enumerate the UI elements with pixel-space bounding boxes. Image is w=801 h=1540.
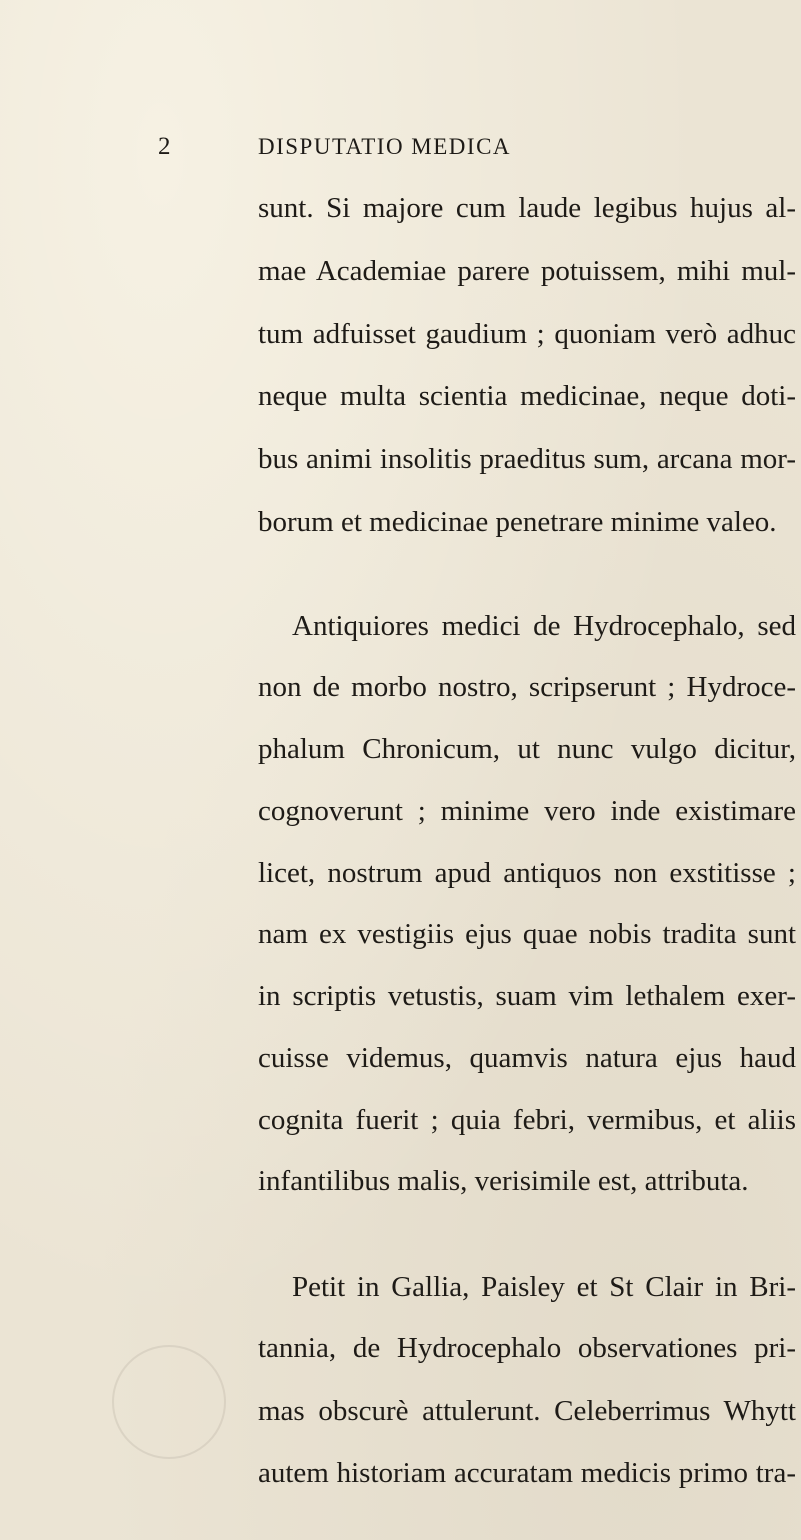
text-line: neque multa scientia medicinae, neque doti-	[258, 380, 796, 412]
text-line: phalum Chronicum, ut nunc vulgo dicitur,	[258, 733, 796, 765]
text-line: cuisse videmus, quamvis natura ejus haud	[258, 1042, 796, 1074]
running-title: DISPUTATIO MEDICA	[258, 134, 512, 159]
text-line: infantilibus malis, verisimile est, attributa.	[258, 1165, 749, 1197]
text-line: Antiquiores medici de Hydrocephalo, sed	[292, 610, 796, 642]
text-line: tannia, de Hydrocephalo observationes pri-	[258, 1332, 796, 1364]
text-line: bus animi insolitis praeditus sum, arcana mor-	[258, 443, 796, 475]
text-line: cognita fuerit ; quia febri, vermibus, et aliis	[258, 1104, 796, 1136]
page-number: 2	[158, 133, 171, 160]
text-line: mas obscurè attulerunt. Celeberrimus Whytt	[258, 1395, 796, 1427]
page-header	[0, 132, 801, 162]
text-line: cognoverunt ; minime vero inde existimare	[258, 795, 796, 827]
text-line: non de morbo nostro, scripserunt ; Hydroce-	[258, 671, 796, 703]
text-line: in scriptis vetustis, suam vim lethalem exer-	[258, 980, 796, 1012]
text-line: Petit in Gallia, Paisley et St Clair in Bri-	[292, 1271, 796, 1303]
text-line: sunt. Si majore cum laude legibus hujus al-	[258, 192, 796, 224]
text-line: nam ex vestigiis ejus quae nobis tradita sunt	[258, 918, 796, 950]
text-line: licet, nostrum apud antiquos non exstitisse ;	[258, 857, 796, 889]
text-line: tum adfuisset gaudium ; quoniam verò adhuc	[258, 318, 796, 350]
text-line: mae Academiae parere potuissem, mihi mul-	[258, 255, 796, 287]
text-line: borum et medicinae penetrare minime valeo.	[258, 506, 777, 538]
text-line: autem historiam accuratam medicis primo tra-	[258, 1457, 796, 1489]
faint-library-stamp	[112, 1345, 226, 1459]
